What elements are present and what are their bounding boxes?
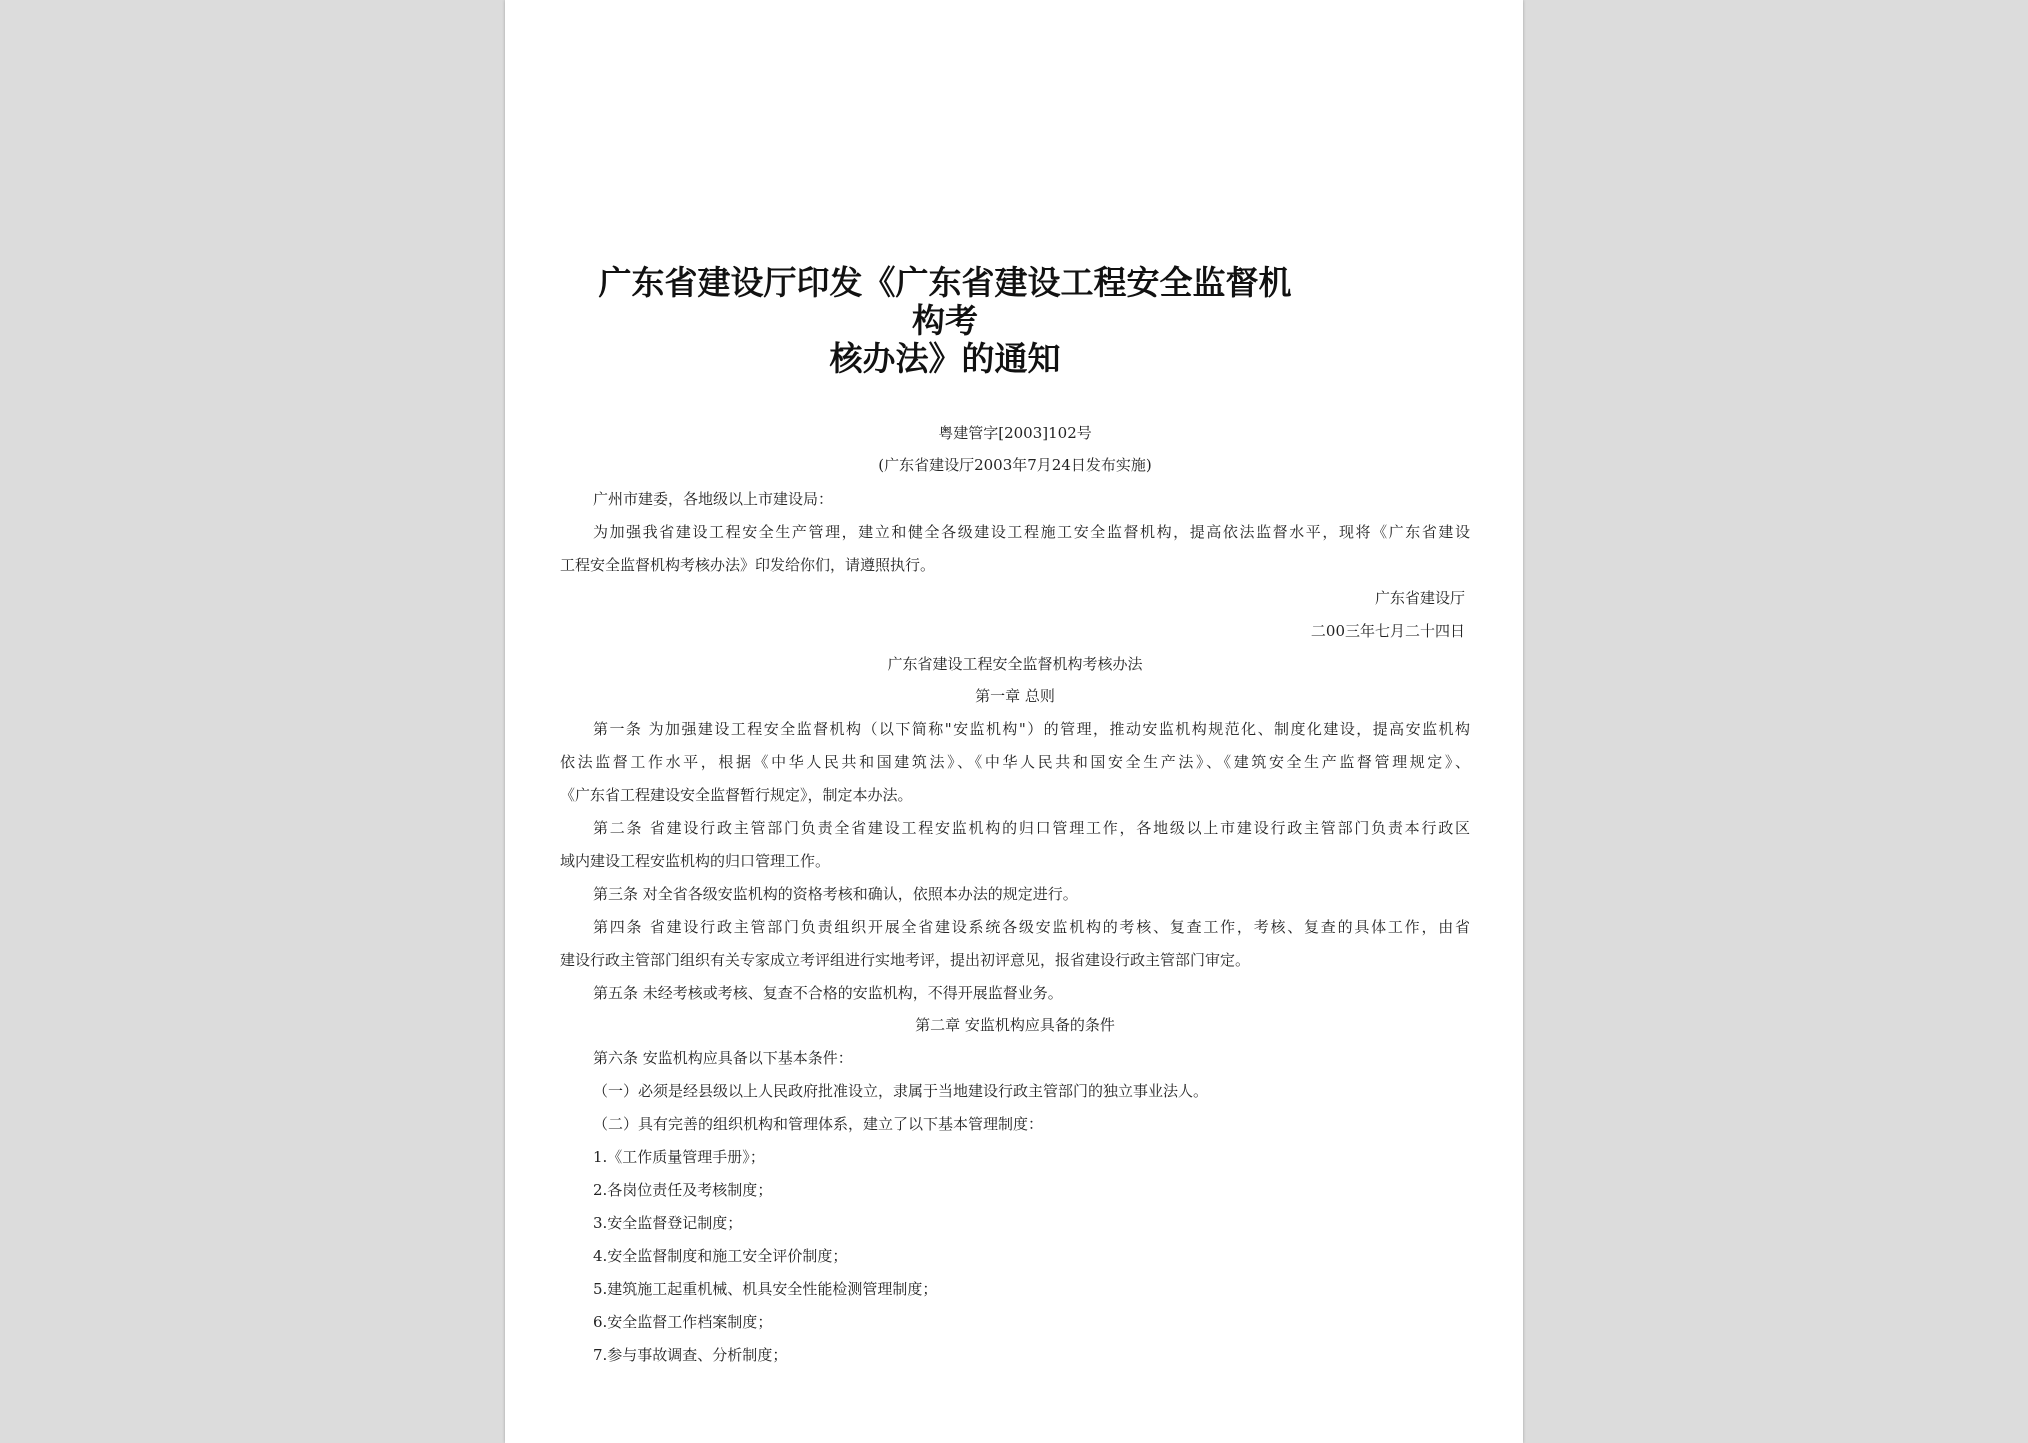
chapter-1-title: 第一章 总则 xyxy=(975,687,1055,705)
article-1-line-2: 依法监督工作水平，根据《中华人民共和国建筑法》、《中华人民共和国安全生产法》、《建筑安全生产监督管理规定》、 xyxy=(560,753,1470,771)
list-item: 7.参与事故调查、分析制度； xyxy=(593,1346,788,1364)
list-item: 6.安全监督工作档案制度； xyxy=(593,1313,773,1331)
document-title xyxy=(595,264,1295,378)
salutation: 广州市建委，各地级以上市建设局： xyxy=(593,490,834,508)
article-5: 第五条 未经考核或考核、复查不合格的安监机构，不得开展监督业务。 xyxy=(593,984,1063,1002)
list-item: 5.建筑施工起重机械、机具安全性能检测管理制度； xyxy=(593,1280,938,1298)
title-line-1: 广东省建设厅印发《广东省建设工程安全监督机构考 xyxy=(598,263,1292,340)
list-item: 4.安全监督制度和施工安全评价制度； xyxy=(593,1247,848,1265)
intro-line-1: 为加强我省建设工程安全生产管理，建立和健全各级建设工程施工安全监督机构，提高依法监督水平，现将《广东省建设 xyxy=(593,523,1470,541)
article-2-line-1: 第二条 省建设行政主管部门负责全省建设工程安监机构的归口管理工作，各地级以上市建设行政主管部门负责本行政区 xyxy=(593,819,1470,837)
list-item: 1.《工作质量管理手册》； xyxy=(593,1148,765,1166)
measures-title: 广东省建设工程安全监督机构考核办法 xyxy=(887,655,1143,673)
article-6: 第六条 安监机构应具备以下基本条件： xyxy=(593,1049,853,1067)
article-2-line-2: 域内建设工程安监机构的归口管理工作。 xyxy=(560,852,831,870)
list-item: 3.安全监督登记制度； xyxy=(593,1214,743,1232)
signature-date: 二00三年七月二十四日 xyxy=(1310,622,1465,640)
title-line-2: 核办法》的通知 xyxy=(829,339,1061,378)
list-item: 2.各岗位责任及考核制度； xyxy=(593,1181,773,1199)
article-1-line-1: 第一条 为加强建设工程安全监督机构（以下简称"安监机构"）的管理，推动安监机构规范化、制度化建设，提高安监机构 xyxy=(593,720,1470,738)
article-4-line-1: 第四条 省建设行政主管部门负责组织开展全省建设系统各级安监机构的考核、复查工作，考核、复查的具体工作，由省 xyxy=(593,918,1470,936)
issue-note: (广东省建设厅2003年7月24日发布实施) xyxy=(878,456,1152,474)
condition-1: （一）必须是经县级以上人民政府批准设立，隶属于当地建设行政主管部门的独立事业法人。 xyxy=(593,1082,1209,1100)
condition-2: （二）具有完善的组织机构和管理体系，建立了以下基本管理制度： xyxy=(593,1115,1044,1133)
signature-org: 广东省建设厅 xyxy=(1374,589,1465,607)
article-4-line-2: 建设行政主管部门组织有关专家成立考评组进行实地考评，提出初评意见，报省建设行政主管部门审定。 xyxy=(560,951,1251,969)
article-1-line-3: 《广东省工程建设安全监督暂行规定》，制定本办法。 xyxy=(560,786,913,804)
chapter-2-title: 第二章 安监机构应具备的条件 xyxy=(915,1016,1115,1034)
intro-line-2: 工程安全监督机构考核办法》印发给你们，请遵照执行。 xyxy=(560,556,936,574)
article-3: 第三条 对全省各级安监机构的资格考核和确认，依照本办法的规定进行。 xyxy=(593,885,1078,903)
document-number: 粤建管字[2003]102号 xyxy=(938,424,1092,442)
document-page xyxy=(505,0,1523,1443)
